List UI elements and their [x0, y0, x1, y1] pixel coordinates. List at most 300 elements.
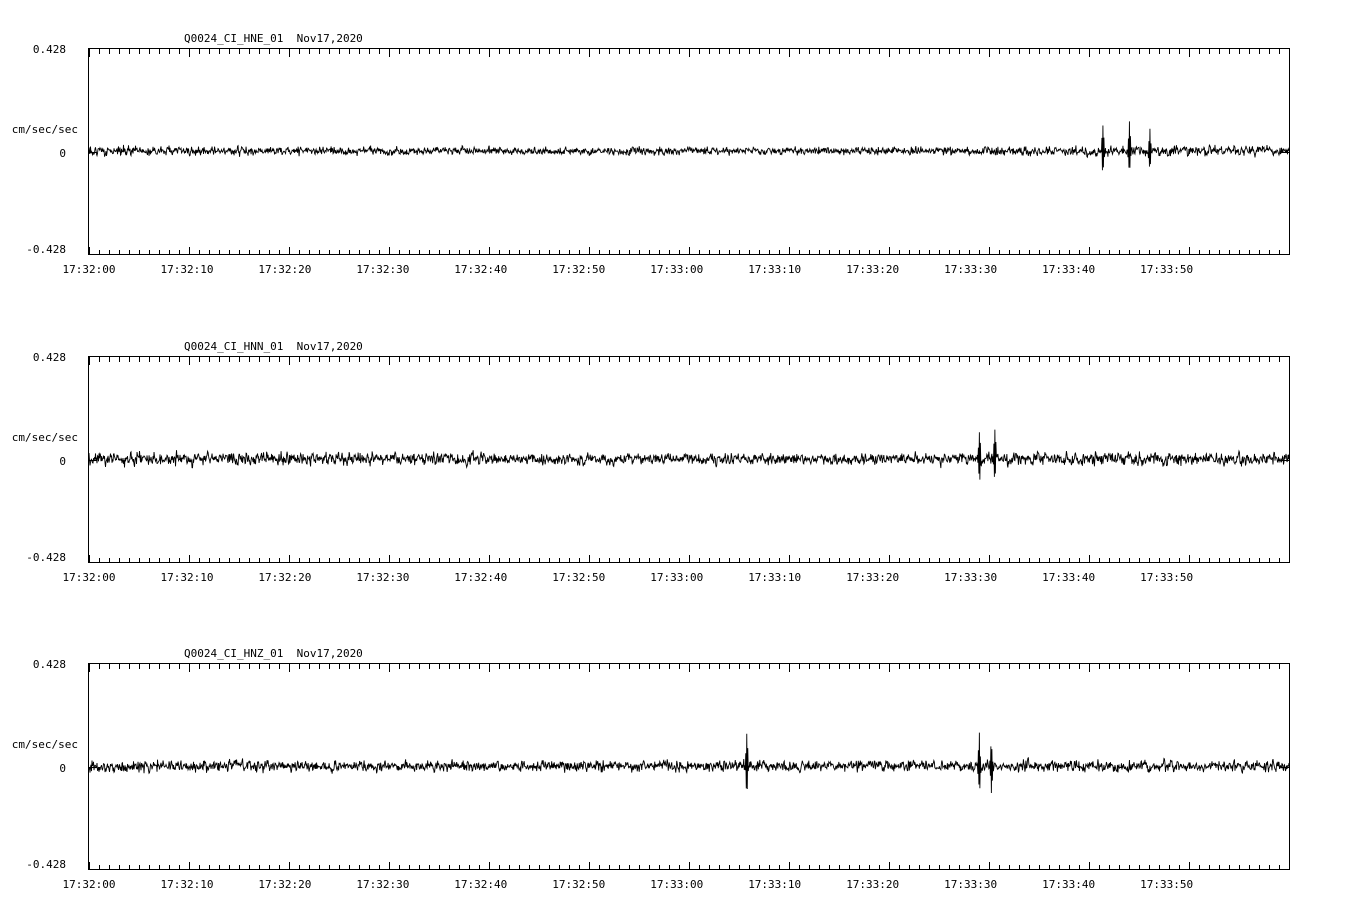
- x-tick-top: [549, 49, 550, 54]
- x-tick-top: [759, 49, 760, 54]
- x-tick-top: [789, 49, 790, 57]
- x-tick-bottom: [1119, 558, 1120, 563]
- x-tick-bottom: [1229, 865, 1230, 870]
- y-tick-left: [89, 152, 97, 153]
- x-tick-top: [669, 49, 670, 54]
- x-tick-bottom: [709, 558, 710, 563]
- x-tick-bottom: [1249, 865, 1250, 870]
- x-tick-bottom: [779, 865, 780, 870]
- x-tick-bottom: [639, 865, 640, 870]
- x-tick-bottom: [659, 865, 660, 870]
- x-tick-bottom: [159, 558, 160, 563]
- y-tick-right: [1281, 663, 1289, 664]
- x-tick-bottom: [1159, 250, 1160, 255]
- x-tick-top: [529, 357, 530, 362]
- y-tick-left: [89, 869, 97, 870]
- x-tick-top: [689, 49, 690, 57]
- x-tick-bottom: [349, 250, 350, 255]
- x-tick-top: [269, 357, 270, 362]
- x-tick-top: [739, 49, 740, 54]
- x-tick-bottom: [1039, 865, 1040, 870]
- plot-title-hnz: Q0024_CI_HNZ_01 Nov17,2020: [184, 647, 363, 660]
- x-tick-bottom: [1069, 558, 1070, 563]
- x-tick-top: [769, 664, 770, 669]
- x-tick-bottom: [279, 558, 280, 563]
- x-tick-bottom: [609, 865, 610, 870]
- x-tick-top: [989, 664, 990, 672]
- x-tick-bottom: [329, 558, 330, 563]
- x-tick-top: [819, 49, 820, 54]
- xtick-label: 17:33:00: [650, 571, 704, 584]
- x-tick-bottom: [679, 558, 680, 563]
- x-tick-bottom: [399, 865, 400, 870]
- x-tick-top: [549, 357, 550, 362]
- x-tick-top: [249, 49, 250, 54]
- x-tick-top: [749, 664, 750, 669]
- x-tick-top: [419, 357, 420, 362]
- x-tick-bottom: [1109, 250, 1110, 255]
- x-tick-bottom: [1049, 865, 1050, 870]
- xtick-label: 17:32:20: [258, 263, 312, 276]
- x-tick-top: [899, 664, 900, 669]
- x-tick-bottom: [429, 865, 430, 870]
- x-tick-top: [159, 664, 160, 669]
- x-tick-bottom: [549, 865, 550, 870]
- y-axis-units-hnn: cm/sec/sec: [11, 431, 78, 444]
- x-tick-top: [589, 357, 590, 365]
- x-tick-top: [709, 357, 710, 362]
- x-tick-top: [969, 49, 970, 54]
- y-tick-right: [1281, 254, 1289, 255]
- x-tick-top: [879, 664, 880, 669]
- x-tick-top: [919, 49, 920, 54]
- x-tick-top: [559, 664, 560, 669]
- x-tick-bottom: [949, 250, 950, 255]
- x-tick-top: [699, 357, 700, 362]
- x-tick-top: [859, 664, 860, 669]
- x-tick-bottom: [329, 865, 330, 870]
- x-tick-top: [1029, 357, 1030, 362]
- x-tick-bottom: [759, 250, 760, 255]
- x-tick-top: [949, 357, 950, 362]
- x-tick-bottom: [99, 558, 100, 563]
- x-tick-top: [1019, 664, 1020, 669]
- xtick-label: 17:33:40: [1042, 571, 1096, 584]
- x-tick-top: [1229, 357, 1230, 362]
- xtick-label: 17:32:30: [356, 878, 410, 891]
- x-tick-top: [699, 49, 700, 54]
- x-tick-bottom: [739, 865, 740, 870]
- x-tick-bottom: [349, 558, 350, 563]
- y-tick-left: [89, 254, 97, 255]
- x-tick-top: [109, 664, 110, 669]
- x-tick-top: [1119, 357, 1120, 362]
- x-tick-bottom: [889, 555, 890, 563]
- x-tick-top: [1019, 49, 1020, 54]
- x-tick-bottom: [739, 250, 740, 255]
- x-tick-bottom: [589, 555, 590, 563]
- x-tick-top: [959, 357, 960, 362]
- x-tick-top: [659, 664, 660, 669]
- x-tick-bottom: [1029, 865, 1030, 870]
- x-tick-top: [1279, 357, 1280, 362]
- x-tick-top: [349, 664, 350, 669]
- ytick-zero-hnn: 0: [59, 455, 66, 468]
- waveform-trace-hnz: [89, 664, 1289, 869]
- x-tick-bottom: [489, 247, 490, 255]
- x-tick-bottom: [1139, 865, 1140, 870]
- x-tick-bottom: [469, 250, 470, 255]
- x-tick-bottom: [919, 558, 920, 563]
- x-tick-bottom: [139, 558, 140, 563]
- x-tick-bottom: [1009, 558, 1010, 563]
- x-tick-top: [649, 357, 650, 362]
- y-tick-left: [89, 562, 97, 563]
- x-tick-bottom: [229, 558, 230, 563]
- x-tick-top: [589, 49, 590, 57]
- x-tick-bottom: [389, 862, 390, 870]
- x-tick-top: [539, 49, 540, 54]
- x-tick-top: [799, 664, 800, 669]
- x-tick-top: [469, 49, 470, 54]
- x-tick-top: [1259, 664, 1260, 669]
- x-tick-top: [329, 664, 330, 669]
- x-tick-top: [289, 49, 290, 57]
- x-tick-top: [1269, 357, 1270, 362]
- xtick-label: 17:32:30: [356, 571, 410, 584]
- x-tick-top: [149, 664, 150, 669]
- x-tick-top: [709, 49, 710, 54]
- x-tick-top: [1249, 357, 1250, 362]
- x-tick-bottom: [959, 865, 960, 870]
- x-tick-top: [699, 664, 700, 669]
- x-tick-bottom: [719, 250, 720, 255]
- x-tick-bottom: [699, 250, 700, 255]
- x-tick-bottom: [109, 250, 110, 255]
- x-tick-bottom: [669, 558, 670, 563]
- x-tick-bottom: [849, 250, 850, 255]
- x-tick-top: [289, 357, 290, 365]
- x-tick-top: [429, 664, 430, 669]
- x-tick-bottom: [619, 250, 620, 255]
- x-tick-bottom: [419, 865, 420, 870]
- x-tick-bottom: [1169, 250, 1170, 255]
- x-tick-bottom: [489, 555, 490, 563]
- x-tick-bottom: [1039, 558, 1040, 563]
- x-tick-top: [199, 357, 200, 362]
- x-tick-top: [569, 664, 570, 669]
- x-tick-bottom: [799, 250, 800, 255]
- xtick-label: 17:32:40: [454, 263, 508, 276]
- x-tick-bottom: [749, 250, 750, 255]
- x-tick-top: [809, 49, 810, 54]
- x-tick-bottom: [779, 558, 780, 563]
- x-tick-bottom: [369, 250, 370, 255]
- x-tick-bottom: [1009, 865, 1010, 870]
- x-tick-top: [649, 664, 650, 669]
- x-tick-top: [1179, 49, 1180, 54]
- x-tick-top: [219, 49, 220, 54]
- x-tick-top: [229, 357, 230, 362]
- x-tick-bottom: [409, 558, 410, 563]
- x-tick-top: [1279, 49, 1280, 54]
- x-tick-top: [1009, 664, 1010, 669]
- x-tick-top: [469, 357, 470, 362]
- x-tick-bottom: [1109, 865, 1110, 870]
- x-tick-bottom: [529, 865, 530, 870]
- x-tick-bottom: [459, 558, 460, 563]
- y-tick-right: [1281, 356, 1289, 357]
- x-tick-top: [119, 357, 120, 362]
- x-tick-bottom: [699, 865, 700, 870]
- x-tick-bottom: [989, 247, 990, 255]
- x-tick-top: [929, 357, 930, 362]
- x-tick-top: [629, 49, 630, 54]
- x-tick-top: [449, 49, 450, 54]
- x-tick-top: [159, 49, 160, 54]
- xtick-label: 17:32:10: [160, 571, 214, 584]
- x-tick-top: [819, 357, 820, 362]
- x-tick-bottom: [769, 865, 770, 870]
- x-tick-top: [439, 49, 440, 54]
- xtick-label: 17:32:00: [62, 263, 116, 276]
- x-tick-top: [789, 664, 790, 672]
- x-tick-bottom: [1119, 865, 1120, 870]
- x-tick-bottom: [289, 555, 290, 563]
- x-tick-top: [729, 664, 730, 669]
- x-tick-top: [1099, 49, 1100, 54]
- x-tick-bottom: [319, 250, 320, 255]
- x-tick-bottom: [389, 247, 390, 255]
- x-tick-top: [509, 357, 510, 362]
- x-tick-top: [1249, 49, 1250, 54]
- x-tick-top: [969, 664, 970, 669]
- x-tick-bottom: [909, 865, 910, 870]
- x-tick-bottom: [689, 247, 690, 255]
- x-tick-top: [129, 49, 130, 54]
- x-tick-top: [759, 664, 760, 669]
- x-tick-bottom: [409, 865, 410, 870]
- x-tick-bottom: [389, 555, 390, 563]
- x-tick-bottom: [589, 862, 590, 870]
- xtick-label: 17:33:30: [944, 263, 998, 276]
- x-tick-bottom: [379, 250, 380, 255]
- x-tick-top: [99, 357, 100, 362]
- x-tick-bottom: [1089, 247, 1090, 255]
- x-tick-top: [259, 49, 260, 54]
- x-tick-top: [839, 49, 840, 54]
- x-tick-bottom: [1019, 865, 1020, 870]
- x-tick-top: [1069, 49, 1070, 54]
- x-tick-bottom: [1029, 250, 1030, 255]
- x-tick-bottom: [219, 558, 220, 563]
- x-tick-bottom: [799, 865, 800, 870]
- x-tick-bottom: [1229, 250, 1230, 255]
- x-tick-bottom: [199, 250, 200, 255]
- x-tick-bottom: [1169, 558, 1170, 563]
- x-tick-bottom: [1059, 865, 1060, 870]
- x-tick-top: [1239, 49, 1240, 54]
- x-tick-bottom: [719, 865, 720, 870]
- x-tick-bottom: [399, 558, 400, 563]
- x-tick-bottom: [1139, 558, 1140, 563]
- xtick-label: 17:33:10: [748, 571, 802, 584]
- x-tick-top: [1039, 664, 1040, 669]
- x-tick-bottom: [1259, 865, 1260, 870]
- x-tick-top: [609, 664, 610, 669]
- x-tick-top: [1219, 49, 1220, 54]
- x-tick-bottom: [999, 250, 1000, 255]
- x-tick-top: [399, 49, 400, 54]
- x-tick-top: [669, 357, 670, 362]
- x-tick-bottom: [209, 250, 210, 255]
- x-tick-bottom: [189, 555, 190, 563]
- x-tick-top: [569, 49, 570, 54]
- x-tick-top: [879, 49, 880, 54]
- x-tick-bottom: [1079, 865, 1080, 870]
- x-tick-top: [299, 664, 300, 669]
- x-tick-bottom: [189, 247, 190, 255]
- plot-title-hne: Q0024_CI_HNE_01 Nov17,2020: [184, 32, 363, 45]
- x-tick-bottom: [299, 250, 300, 255]
- x-tick-bottom: [1239, 250, 1240, 255]
- x-tick-bottom: [1279, 250, 1280, 255]
- plot-title-hnn: Q0024_CI_HNN_01 Nov17,2020: [184, 340, 363, 353]
- x-tick-bottom: [789, 555, 790, 563]
- x-tick-top: [1159, 664, 1160, 669]
- x-tick-top: [1199, 357, 1200, 362]
- x-tick-top: [949, 664, 950, 669]
- x-tick-bottom: [659, 558, 660, 563]
- x-tick-top: [1139, 49, 1140, 54]
- x-tick-bottom: [559, 865, 560, 870]
- xtick-label: 17:32:30: [356, 263, 410, 276]
- x-tick-bottom: [979, 865, 980, 870]
- x-tick-bottom: [549, 558, 550, 563]
- x-tick-bottom: [149, 250, 150, 255]
- x-tick-bottom: [849, 865, 850, 870]
- x-tick-top: [1209, 357, 1210, 362]
- x-tick-top: [629, 664, 630, 669]
- x-tick-top: [89, 49, 90, 57]
- x-tick-bottom: [249, 250, 250, 255]
- x-tick-bottom: [459, 865, 460, 870]
- x-tick-top: [839, 664, 840, 669]
- x-tick-bottom: [179, 865, 180, 870]
- x-tick-top: [279, 49, 280, 54]
- xtick-label: 17:33:50: [1140, 878, 1194, 891]
- x-tick-top: [269, 664, 270, 669]
- x-tick-top: [949, 49, 950, 54]
- x-tick-top: [709, 664, 710, 669]
- x-tick-top: [939, 357, 940, 362]
- x-tick-bottom: [1009, 250, 1010, 255]
- x-tick-top: [1139, 664, 1140, 669]
- x-tick-top: [1089, 664, 1090, 672]
- x-tick-bottom: [699, 558, 700, 563]
- x-tick-top: [219, 664, 220, 669]
- x-tick-top: [749, 357, 750, 362]
- x-tick-top: [899, 49, 900, 54]
- y-tick-left: [89, 48, 97, 49]
- x-tick-bottom: [1049, 250, 1050, 255]
- x-tick-top: [359, 357, 360, 362]
- x-tick-bottom: [1209, 250, 1210, 255]
- xtick-label: 17:33:00: [650, 263, 704, 276]
- x-tick-bottom: [899, 558, 900, 563]
- x-tick-top: [479, 49, 480, 54]
- x-tick-top: [239, 357, 240, 362]
- x-tick-bottom: [269, 250, 270, 255]
- x-tick-top: [549, 664, 550, 669]
- x-tick-bottom: [999, 865, 1000, 870]
- x-tick-top: [989, 357, 990, 365]
- x-tick-top: [849, 357, 850, 362]
- x-tick-bottom: [529, 558, 530, 563]
- x-tick-bottom: [579, 865, 580, 870]
- x-tick-top: [369, 49, 370, 54]
- x-tick-bottom: [619, 865, 620, 870]
- x-tick-top: [119, 49, 120, 54]
- x-tick-top: [299, 49, 300, 54]
- x-tick-bottom: [719, 558, 720, 563]
- x-tick-bottom: [679, 250, 680, 255]
- x-tick-top: [479, 357, 480, 362]
- ytick-min-hnz: -0.428: [26, 858, 66, 871]
- x-tick-top: [379, 664, 380, 669]
- x-tick-bottom: [879, 558, 880, 563]
- x-tick-top: [409, 357, 410, 362]
- x-tick-top: [579, 664, 580, 669]
- x-tick-bottom: [1189, 862, 1190, 870]
- x-tick-top: [429, 357, 430, 362]
- x-tick-bottom: [1249, 558, 1250, 563]
- x-tick-top: [859, 357, 860, 362]
- x-tick-top: [1149, 664, 1150, 669]
- x-tick-bottom: [449, 250, 450, 255]
- x-tick-top: [879, 357, 880, 362]
- xtick-label: 17:32:10: [160, 878, 214, 891]
- x-tick-top: [139, 664, 140, 669]
- x-tick-bottom: [549, 250, 550, 255]
- x-tick-bottom: [469, 865, 470, 870]
- x-tick-top: [329, 357, 330, 362]
- x-tick-bottom: [569, 558, 570, 563]
- xtick-label: 17:32:50: [552, 263, 606, 276]
- x-tick-top: [1079, 357, 1080, 362]
- xtick-label: 17:32:40: [454, 878, 508, 891]
- x-tick-bottom: [669, 865, 670, 870]
- x-tick-bottom: [679, 865, 680, 870]
- x-tick-top: [379, 357, 380, 362]
- x-tick-top: [1179, 357, 1180, 362]
- x-tick-bottom: [219, 250, 220, 255]
- x-tick-bottom: [1229, 558, 1230, 563]
- x-tick-top: [1259, 49, 1260, 54]
- x-tick-bottom: [859, 865, 860, 870]
- x-tick-top: [639, 664, 640, 669]
- x-tick-bottom: [349, 865, 350, 870]
- x-tick-top: [1239, 357, 1240, 362]
- x-tick-bottom: [909, 250, 910, 255]
- x-tick-bottom: [269, 865, 270, 870]
- x-tick-top: [279, 664, 280, 669]
- x-tick-top: [169, 49, 170, 54]
- x-tick-top: [1009, 49, 1010, 54]
- x-tick-bottom: [229, 250, 230, 255]
- x-tick-top: [979, 357, 980, 362]
- x-tick-top: [1229, 49, 1230, 54]
